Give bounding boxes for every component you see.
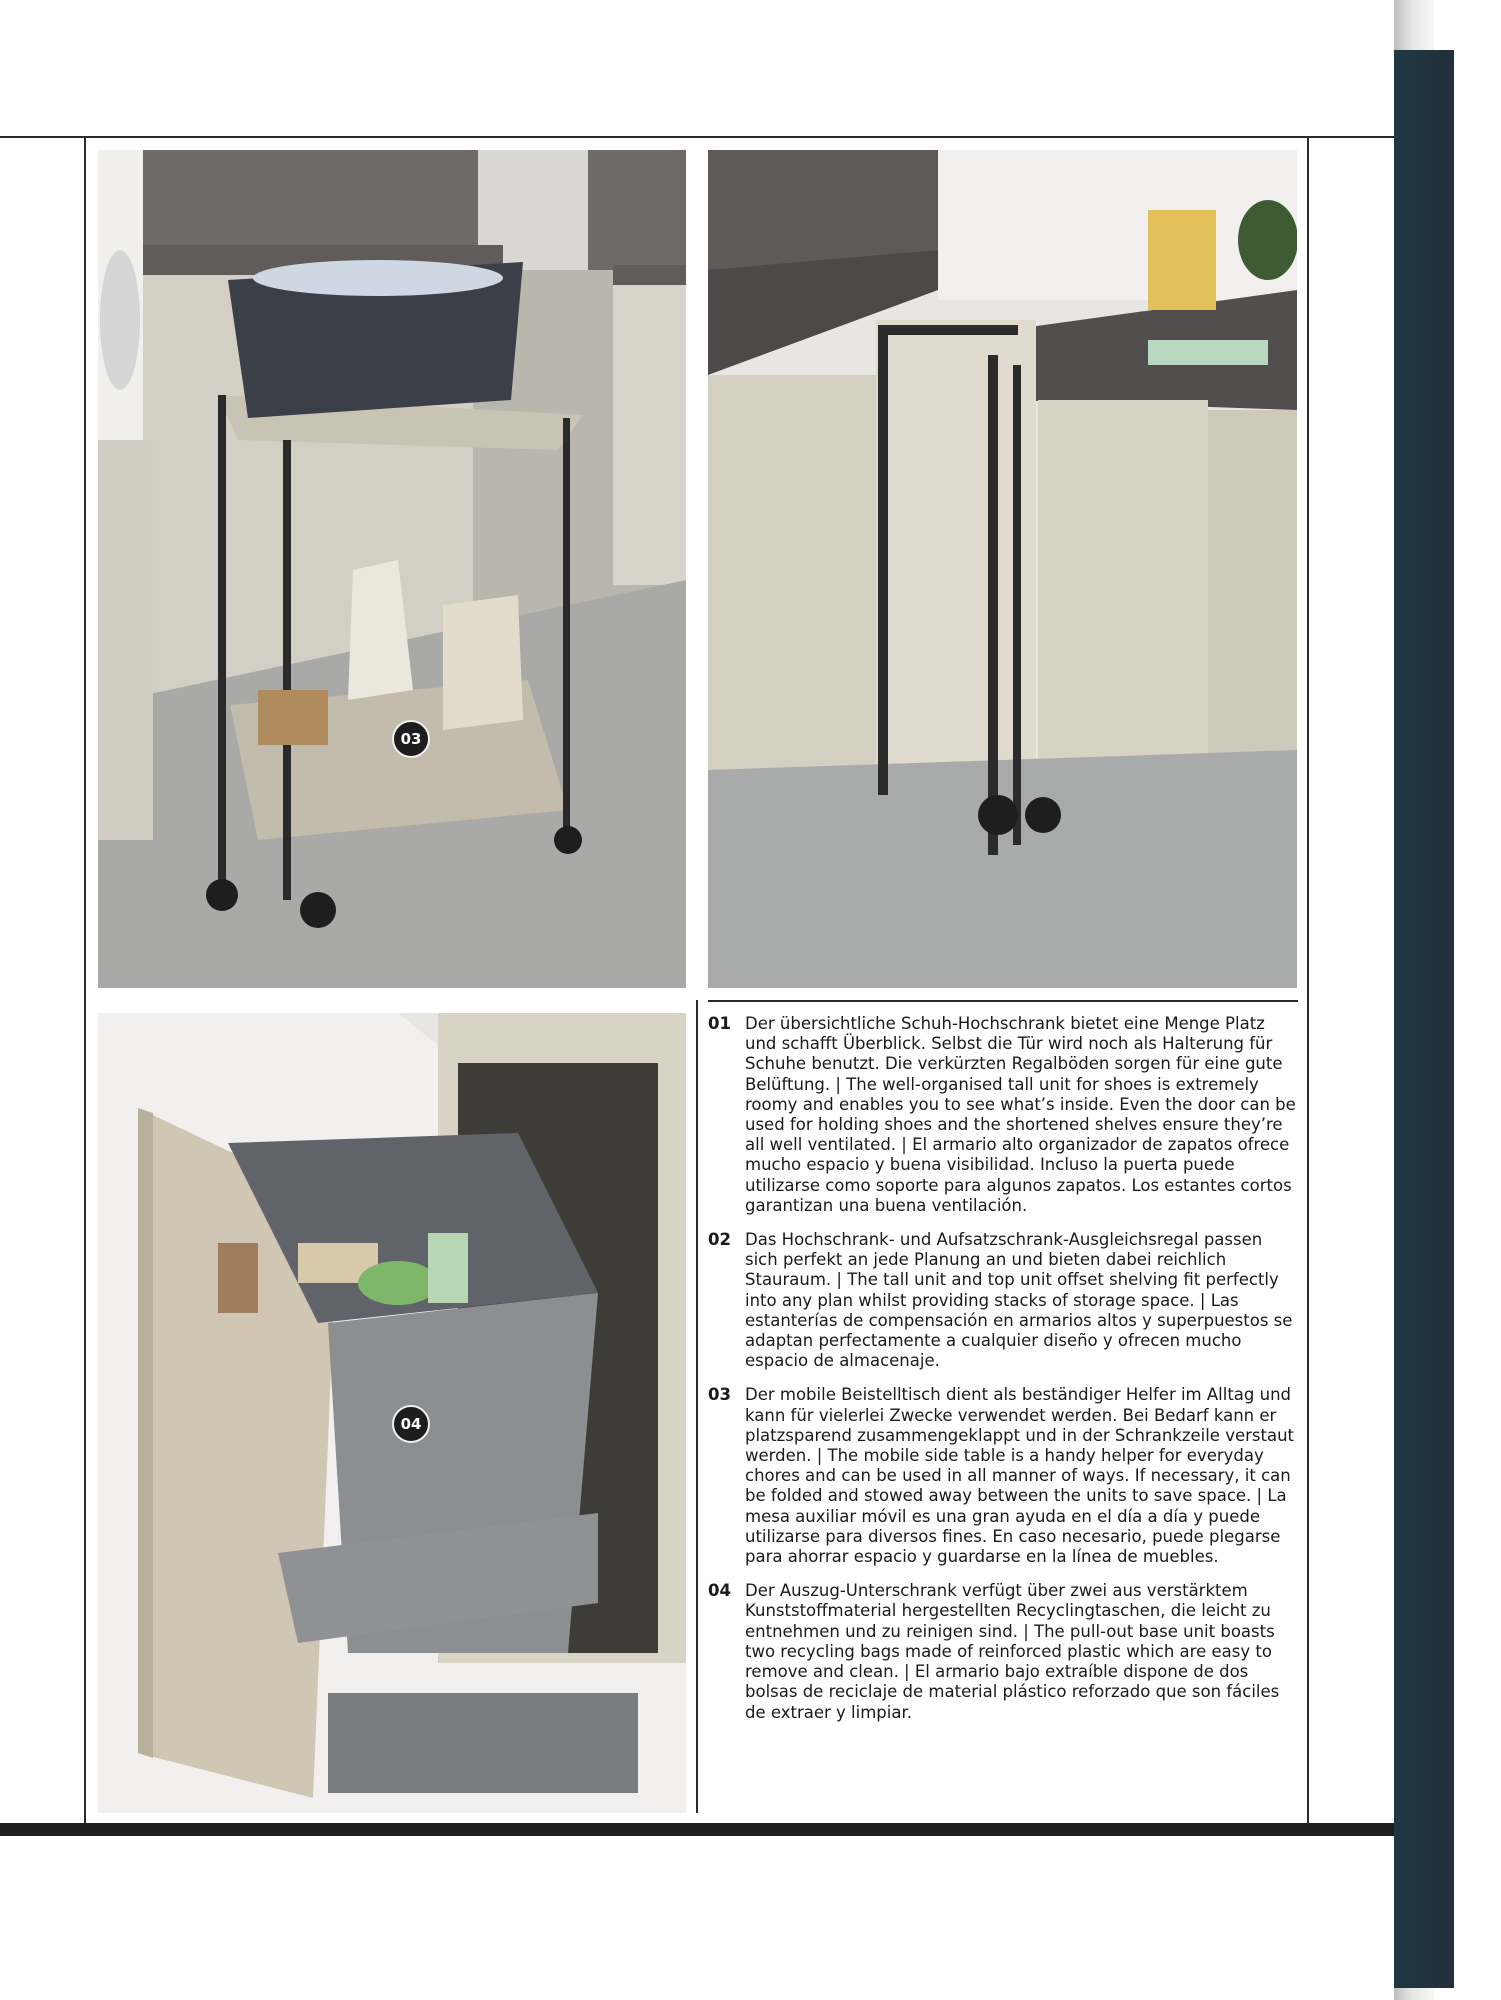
badge-03: 03 bbox=[392, 720, 430, 758]
caption-item-02 bbox=[708, 1230, 1298, 1371]
photo-recycling-pullout bbox=[98, 1013, 686, 1813]
caption-number: 04 bbox=[708, 1581, 731, 1601]
right-column-rule bbox=[1307, 136, 1309, 1823]
catalog-cover-edge bbox=[1394, 50, 1454, 1988]
caption-text: Der übersichtliche Schuh-Hochschrank bietet eine Menge Platz und schafft Überblick. Selbst die Tür wird noch als Halterung für Schuhe benutzt. Die verkürzten Regalböden sorgen für eine gute Belüftung. | The well-organised tall unit for shoes is extremely roomy and enables you to see what’s inside. Even the door can be used for holding shoes and the shortened shelves ensure they’re all well ventilated. | El armario alto organizador de zapatos ofrece mucho espacio y buena visibilidad. Incluso la puerta puede utilizarse como soporte para algunos zapatos. Los estantes cortos garantizan una buena ventilación. bbox=[745, 1014, 1296, 1215]
photo-folded-table-cabinet bbox=[708, 150, 1297, 988]
caption-text: Der Auszug-Unterschrank verfügt über zwei aus verstärktem Kunststoffmaterial hergestellten Recyclingtaschen, die leicht zu entnehmen und zu reinigen sind. | The pull-out base unit boasts two recycling bags made of reinforced plastic which are easy to remove and clean. | El armario bajo extraíble dispone de dos bolsas de reciclaje de material plástico reforzado que son fáciles de extraer y limpiar. bbox=[745, 1581, 1280, 1722]
photo-mobile-side-table bbox=[98, 150, 686, 988]
caption-number: 03 bbox=[708, 1385, 731, 1405]
caption-number: 01 bbox=[708, 1014, 731, 1033]
badge-04: 04 bbox=[392, 1405, 430, 1443]
caption-text: Der mobile Beistelltisch dient als beständiger Helfer im Alltag und kann für vielerlei Zwecke verwendet werden. Bei Bedarf kann er platzsparend zusammengeklappt und in der Schrankzeile verstaut werden. | The mobile side table is a handy helper for everyday chores and can be used in all manner of ways. If necessary, it can be folded and stowed away between the units to save space. | La mesa auxiliar móvil es una gran ayuda en el día a día y puede utilizarse para diversos fines. En caso necesario, puede plegarse para ahorrar espacio y guardarse en la línea de muebles. bbox=[745, 1385, 1295, 1567]
caption-text: Das Hochschrank- und Aufsatzschrank-Ausgleichsregal passen sich perfekt an jede Planung an und bieten dabei reichlich Stauraum. | The tall unit and top unit offset shelving fit perfectly into any plan whilst providing stacks of storage space. | Las estanterías de compensación en armarios altos y superpuestos se adaptan perfectamente a cualquier diseño y ofrecen mucho espacio de almacenaje. bbox=[745, 1230, 1293, 1371]
caption-column bbox=[708, 1000, 1298, 1737]
caption-item-01 bbox=[708, 1014, 1298, 1216]
caption-item-03 bbox=[708, 1385, 1298, 1567]
left-column-rule bbox=[84, 136, 86, 1823]
caption-number: 02 bbox=[708, 1230, 731, 1250]
caption-item-04 bbox=[708, 1581, 1298, 1722]
footer-rule bbox=[0, 1823, 1394, 1836]
middle-column-rule bbox=[696, 1000, 698, 1813]
top-rule bbox=[0, 136, 1394, 138]
